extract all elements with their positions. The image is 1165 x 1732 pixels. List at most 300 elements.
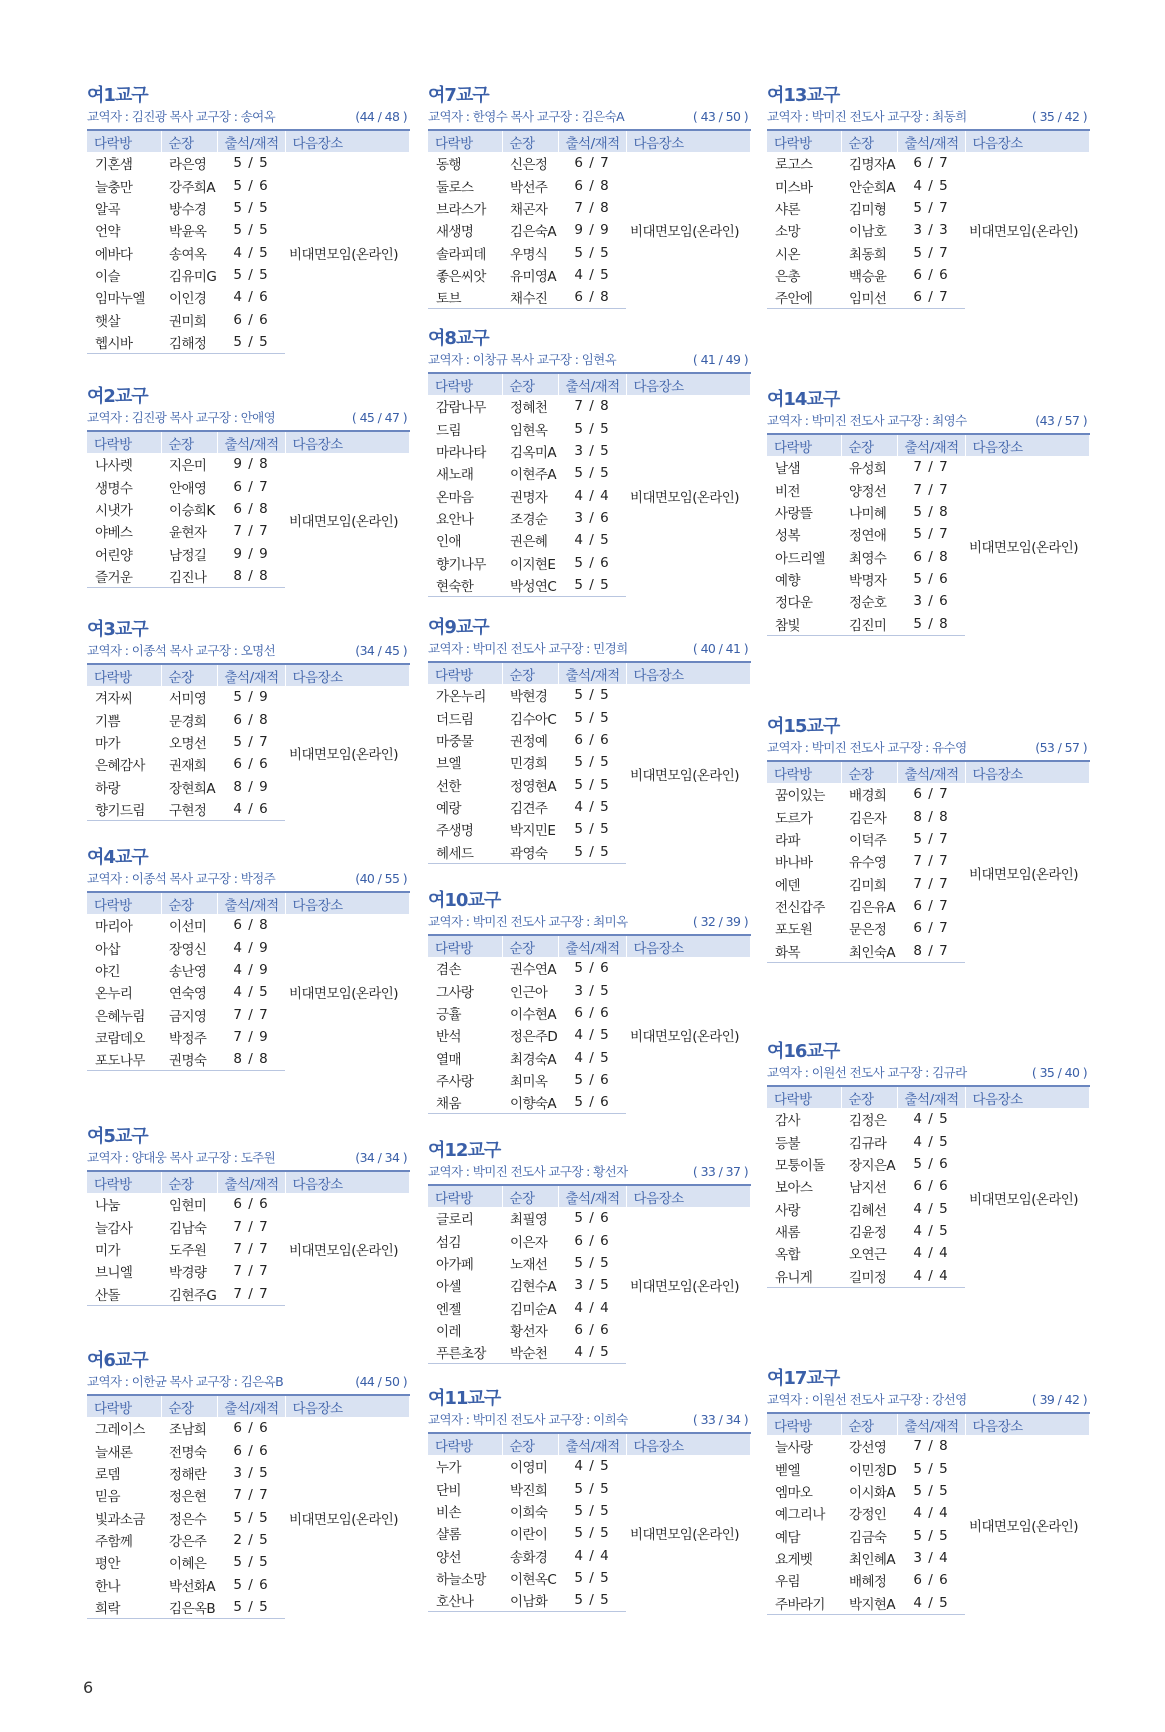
district-count: (40 / 55 ) (355, 871, 407, 886)
district-meta (428, 1163, 750, 1181)
leader-name: 김정은 (849, 1113, 887, 1130)
attendance: 5 / 5 (233, 155, 269, 172)
attendance: 8 / 9 (233, 778, 269, 795)
district-staff: 교역자 : 양대웅 목사 교구장 : 도주원 (87, 1150, 276, 1165)
district-staff: 교역자 : 박미진 전도사 교구장 : 이희숙 (428, 1412, 628, 1427)
attendance: 5 / 5 (574, 821, 610, 838)
district-count: (43 / 57 ) (1035, 413, 1087, 428)
attendance-table (428, 661, 751, 864)
attendance-table (87, 129, 410, 354)
column-header: 출석/재적 (897, 434, 965, 456)
column-header: 순장 (841, 1413, 897, 1435)
attendance: 6 / 6 (233, 1442, 269, 1459)
group-name: 기혼샘 (95, 157, 133, 174)
attendance: 6 / 8 (913, 548, 949, 565)
attendance: 7 / 7 (233, 1240, 269, 1257)
leader-name: 김규라 (849, 1135, 887, 1152)
leader-name: 김혜선 (849, 1202, 887, 1219)
leader-name: 이향숙A (502, 1091, 558, 1114)
group-name: 등불 (775, 1135, 800, 1152)
district-count: ( 43 / 50 ) (692, 109, 748, 124)
leader-name: 이민정D (849, 1462, 897, 1479)
district-meta (428, 913, 750, 931)
attendance: 2 / 5 (233, 1531, 269, 1548)
district-count: ( 33 / 37 ) (692, 1164, 748, 1179)
column-header: 다음장소 (285, 1171, 409, 1193)
attendance: 3 / 6 (574, 509, 610, 526)
group-name: 섬김 (436, 1234, 461, 1251)
attendance: 5 / 5 (233, 199, 269, 216)
leader-name: 박순천 (502, 1341, 558, 1364)
leader-name: 송화경 (510, 1549, 548, 1566)
column-header: 다음장소 (626, 1185, 750, 1207)
attendance: 5 / 5 (233, 266, 269, 283)
attendance: 4 / 5 (233, 244, 269, 261)
column-header: 출석/재적 (217, 1395, 285, 1417)
attendance: 5 / 5 (574, 1502, 610, 1519)
attendance: 4 / 5 (574, 266, 610, 283)
column-header: 순장 (161, 664, 217, 686)
district-title: 여4교구 (87, 847, 148, 868)
leader-name: 나미혜 (849, 505, 887, 522)
column-header: 출석/재적 (558, 935, 626, 957)
column-header: 순장 (841, 1086, 897, 1108)
table-header-row (767, 434, 1089, 456)
table-header-row (767, 761, 1089, 783)
attendance: 5 / 9 (233, 689, 269, 706)
group-name: 엔젤 (436, 1301, 461, 1318)
attendance: 5 / 6 (233, 1576, 269, 1593)
district-block (87, 84, 409, 354)
district-meta (767, 108, 1089, 126)
group-name: 야베스 (95, 525, 133, 542)
leader-name: 이현주A (510, 467, 556, 484)
leader-name: 김현수A (510, 1279, 556, 1296)
group-name: 산돌 (87, 1282, 161, 1305)
group-name: 아셀 (436, 1279, 461, 1296)
attendance: 5 / 5 (574, 754, 610, 771)
column-header: 순장 (502, 130, 558, 152)
column-header: 순장 (161, 431, 217, 453)
group-name: 브엘 (436, 756, 461, 773)
group-name: 미스바 (775, 179, 813, 196)
column-header: 다락방 (87, 664, 161, 686)
group-name: 모퉁이돌 (775, 1157, 825, 1174)
attendance: 4 / 5 (558, 1341, 626, 1364)
leader-name: 정연애 (849, 528, 887, 545)
group-name: 아드리엘 (775, 550, 825, 567)
group-name: 현숙한 (428, 574, 502, 597)
district-staff: 교역자 : 이종석 목사 교구장 : 박정주 (87, 871, 276, 886)
leader-name: 이선미 (169, 919, 207, 936)
group-name: 시냇가 (95, 502, 133, 519)
district-block (767, 1040, 1089, 1288)
leader-name: 채수진 (502, 286, 558, 309)
group-name: 벧엘 (775, 1462, 800, 1479)
leader-name: 유성희 (849, 461, 887, 478)
group-name: 기쁨 (95, 713, 120, 730)
table-row (428, 1207, 750, 1229)
leader-name: 우명식 (510, 246, 548, 263)
leader-name: 김옥미A (510, 444, 556, 461)
district-title: 여2교구 (87, 386, 148, 407)
attendance: 6 / 6 (233, 1420, 269, 1437)
table-row (428, 684, 750, 706)
table-header-row (428, 662, 750, 684)
column-header: 다음장소 (626, 662, 750, 684)
district-staff: 교역자 : 김진광 목사 교구장 : 송여옥 (87, 109, 276, 124)
group-name: 헵시바 (87, 331, 161, 354)
column-header: 순장 (161, 130, 217, 152)
district-staff: 교역자 : 이원선 전도사 교구장 : 김규라 (767, 1065, 967, 1080)
leader-name: 배경희 (849, 788, 887, 805)
leader-name: 이란이 (510, 1527, 548, 1544)
table-header-row (428, 130, 750, 152)
column-header: 다음장소 (965, 1086, 1089, 1108)
column-header: 다락방 (428, 662, 502, 684)
district-meta (87, 1373, 409, 1391)
table-row (87, 1193, 409, 1215)
leader-name: 박진희 (510, 1482, 548, 1499)
leader-name: 배혜정 (849, 1574, 887, 1591)
next-location: 비대면모임(온라인) (630, 767, 739, 784)
district-meta (767, 412, 1089, 430)
attendance: 6 / 6 (913, 1178, 949, 1195)
column-header: 다음장소 (965, 1413, 1089, 1435)
group-name: 늘새론 (95, 1444, 133, 1461)
attendance: 5 / 5 (913, 1527, 949, 1544)
group-name: 솔라피데 (436, 246, 486, 263)
attendance: 3 / 3 (913, 222, 949, 239)
group-name: 그레이스 (95, 1422, 145, 1439)
district-block (87, 385, 409, 588)
attendance: 6 / 8 (558, 286, 626, 309)
group-name: 좋은씨앗 (436, 268, 486, 285)
attendance: 5 / 5 (233, 1554, 269, 1571)
leader-name: 권미희 (169, 313, 207, 330)
attendance: 5 / 5 (574, 244, 610, 261)
column-header: 다음장소 (285, 130, 409, 152)
district-title: 여16교구 (767, 1041, 840, 1062)
district-count: (34 / 45 ) (355, 643, 407, 658)
district-staff: 교역자 : 박미진 전도사 교구장 : 황선자 (428, 1164, 628, 1179)
attendance: 5 / 6 (558, 1091, 626, 1114)
leader-name: 권재희 (169, 758, 207, 775)
attendance: 5 / 5 (913, 1482, 949, 1499)
district-staff: 교역자 : 이창규 목사 교구장 : 임현옥 (428, 352, 617, 367)
page-number: 6 (83, 1678, 94, 1697)
group-name: 토브 (428, 286, 502, 309)
district-meta (87, 870, 409, 888)
group-name: 헤세드 (428, 840, 502, 863)
leader-name: 문은정 (849, 922, 887, 939)
attendance: 5 / 5 (574, 687, 610, 704)
leader-name: 김은유A (849, 899, 895, 916)
attendance: 6 / 6 (233, 311, 269, 328)
district-staff: 교역자 : 박미진 전도사 교구장 : 최영수 (767, 413, 967, 428)
next-location: 비대면모임(온라인) (289, 246, 398, 263)
attendance: 5 / 5 (558, 840, 626, 863)
leader-name: 김진나 (161, 565, 217, 588)
next-location: 비대면모임(온라인) (630, 1029, 739, 1046)
leader-name: 문경희 (169, 713, 207, 730)
district-meta (767, 739, 1089, 757)
district-staff: 교역자 : 박미진 전도사 교구장 : 민경희 (428, 641, 628, 656)
group-name: 온마음 (436, 489, 474, 506)
attendance-table (428, 1184, 751, 1364)
column-header: 순장 (502, 373, 558, 395)
group-name: 그사랑 (436, 984, 474, 1001)
leader-name: 안애영 (169, 480, 207, 497)
attendance-table (428, 129, 751, 309)
district-count: (44 / 50 ) (355, 1374, 407, 1389)
column-header: 순장 (841, 761, 897, 783)
district-staff: 교역자 : 이종석 목사 교구장 : 오명선 (87, 643, 276, 658)
district-meta (87, 642, 409, 660)
attendance: 5 / 8 (913, 503, 949, 520)
table-header-row (767, 1086, 1089, 1108)
column-header: 다음장소 (626, 373, 750, 395)
group-name: 겨자씨 (95, 691, 133, 708)
leader-name: 강정인 (849, 1507, 887, 1524)
group-name: 유니게 (767, 1264, 841, 1287)
column-header: 다락방 (87, 1395, 161, 1417)
table-header-row (87, 892, 409, 914)
column-header: 출석/재적 (558, 1433, 626, 1455)
leader-name: 곽영숙 (502, 840, 558, 863)
district-block (428, 84, 750, 309)
next-location: 비대면모임(온라인) (289, 1243, 398, 1260)
district-meta (428, 640, 750, 658)
table-row (767, 1108, 1089, 1130)
next-location: 비대면모임(온라인) (969, 1191, 1078, 1208)
table-header-row (428, 1185, 750, 1207)
attendance: 5 / 6 (574, 554, 610, 571)
group-name: 언약 (95, 224, 120, 241)
leader-name: 김해정 (161, 331, 217, 354)
group-name: 새노래 (436, 467, 474, 484)
leader-name: 남정길 (169, 547, 207, 564)
leader-name: 김견주 (510, 800, 548, 817)
table-header-row (87, 664, 409, 686)
group-name: 비전 (775, 483, 800, 500)
leader-name: 오연근 (849, 1247, 887, 1264)
group-name: 단비 (436, 1482, 461, 1499)
district-block (87, 618, 409, 821)
leader-name: 박현경 (510, 689, 548, 706)
column-header: 다락방 (428, 130, 502, 152)
column-header: 다락방 (767, 434, 841, 456)
group-name: 도르가 (775, 810, 813, 827)
group-name: 은혜누림 (95, 1008, 145, 1025)
attendance: 6 / 7 (233, 478, 269, 495)
attendance: 4 / 4 (913, 1245, 949, 1262)
leader-name: 신은정 (510, 157, 548, 174)
attendance-table (87, 1394, 410, 1619)
group-name: 날샘 (775, 461, 800, 478)
attendance: 5 / 5 (558, 574, 626, 597)
table-row (428, 1455, 750, 1477)
district-title: 여7교구 (428, 85, 489, 106)
group-name: 더드림 (436, 711, 474, 728)
group-name: 비손 (436, 1504, 461, 1521)
leader-name: 이현옥C (510, 1571, 557, 1588)
group-name: 글로리 (436, 1212, 474, 1229)
table-header-row (87, 1395, 409, 1417)
group-name: 동행 (436, 157, 461, 174)
group-name: 푸른초장 (428, 1341, 502, 1364)
column-header: 출석/재적 (217, 892, 285, 914)
leader-name: 김현주G (161, 1282, 217, 1305)
group-name: 즐거운 (87, 565, 161, 588)
leader-name: 최영수 (849, 550, 887, 567)
attendance: 6 / 6 (574, 1232, 610, 1249)
group-name: 온누리 (95, 986, 133, 1003)
leader-name: 인근아 (510, 984, 548, 1001)
leader-name: 이시화A (849, 1484, 895, 1501)
attendance: 6 / 8 (233, 500, 269, 517)
column-header: 다락방 (428, 373, 502, 395)
group-name: 마중물 (436, 733, 474, 750)
leader-name: 김금숙 (849, 1529, 887, 1546)
table-row (767, 783, 1089, 805)
table-row (428, 395, 750, 417)
district-title: 여8교구 (428, 328, 489, 349)
attendance: 5 / 5 (913, 1460, 949, 1477)
attendance: 5 / 6 (913, 1155, 949, 1172)
table-row (428, 152, 750, 174)
leader-name: 김은숙A (510, 224, 556, 241)
leader-name: 이남화 (502, 1589, 558, 1612)
attendance: 6 / 7 (913, 155, 949, 172)
leader-name: 김윤정 (849, 1224, 887, 1241)
next-location: 비대면모임(온라인) (289, 986, 398, 1003)
attendance: 4 / 5 (913, 1200, 949, 1217)
leader-name: 장지은A (849, 1157, 895, 1174)
district-title: 여9교구 (428, 617, 489, 638)
leader-name: 정순호 (849, 595, 887, 612)
attendance: 6 / 7 (913, 786, 949, 803)
column-header: 다락방 (87, 130, 161, 152)
table-header-row (87, 1171, 409, 1193)
leader-name: 민경희 (510, 756, 548, 773)
attendance: 5 / 5 (217, 1596, 285, 1619)
group-name: 성복 (775, 528, 800, 545)
group-name: 야긴 (95, 963, 120, 980)
attendance: 5 / 7 (913, 526, 949, 543)
attendance: 4 / 4 (897, 1264, 965, 1287)
attendance: 6 / 8 (233, 917, 269, 934)
attendance: 8 / 7 (897, 939, 965, 962)
table-row (87, 914, 409, 936)
district-meta (428, 108, 750, 126)
table-header-row (428, 1433, 750, 1455)
attendance: 6 / 6 (913, 266, 949, 283)
attendance: 5 / 6 (574, 1071, 610, 1088)
group-name: 가온누리 (436, 689, 486, 706)
column-header: 순장 (502, 935, 558, 957)
table-header-row (87, 431, 409, 453)
attendance: 4 / 5 (897, 1591, 965, 1614)
column-header: 다락방 (767, 1413, 841, 1435)
group-name: 채움 (428, 1091, 502, 1114)
attendance: 6 / 8 (574, 177, 610, 194)
group-name: 에바다 (95, 246, 133, 263)
column-header: 다음장소 (285, 892, 409, 914)
district-title: 여14교구 (767, 389, 840, 410)
leader-name: 장영신 (169, 941, 207, 958)
attendance-table (767, 1085, 1090, 1288)
district-title: 여6교구 (87, 1350, 148, 1371)
leader-name: 송난영 (169, 963, 207, 980)
group-name: 미가 (95, 1242, 120, 1259)
district-count: ( 45 / 47 ) (351, 410, 407, 425)
leader-name: 강주희A (169, 179, 215, 196)
leader-name: 김진미 (841, 612, 897, 635)
attendance: 4 / 5 (574, 1027, 610, 1044)
district-title: 여3교구 (87, 619, 148, 640)
leader-name: 연숙영 (169, 986, 207, 1003)
attendance: 5 / 5 (574, 420, 610, 437)
group-name: 선한 (436, 778, 461, 795)
group-name: 희락 (87, 1596, 161, 1619)
leader-name: 도주원 (169, 1242, 207, 1259)
leader-name: 서미영 (169, 691, 207, 708)
leader-name: 양정선 (849, 483, 887, 500)
attendance: 5 / 5 (558, 1589, 626, 1612)
attendance: 5 / 5 (574, 1525, 610, 1542)
leader-name: 권정예 (510, 733, 548, 750)
leader-name: 권수연A (510, 962, 556, 979)
leader-name: 김명자A (849, 157, 895, 174)
district-title: 여5교구 (87, 1126, 148, 1147)
group-name: 감람나무 (436, 400, 486, 417)
attendance: 5 / 5 (574, 465, 610, 482)
attendance: 4 / 5 (913, 177, 949, 194)
group-name: 로고스 (775, 157, 813, 174)
attendance-table (428, 372, 751, 597)
leader-name: 정은주D (510, 1029, 558, 1046)
district-block (767, 1367, 1089, 1615)
district-block (87, 1125, 409, 1306)
attendance-table (767, 433, 1090, 636)
attendance: 4 / 6 (217, 798, 285, 821)
attendance: 5 / 6 (574, 1210, 610, 1227)
group-name: 나눔 (95, 1198, 120, 1215)
district-meta (767, 1064, 1089, 1082)
district-count: ( 35 / 40 ) (1031, 1065, 1087, 1080)
attendance: 6 / 7 (897, 286, 965, 309)
leader-name: 강은주 (169, 1533, 207, 1550)
attendance: 4 / 4 (574, 1299, 610, 1316)
leader-name: 김미형 (849, 201, 887, 218)
district-block (428, 327, 750, 597)
leader-name: 김미순A (510, 1301, 556, 1318)
table-row (87, 152, 409, 174)
leader-name: 최인숙A (841, 939, 897, 962)
group-name: 주사랑 (436, 1073, 474, 1090)
attendance: 4 / 5 (913, 1111, 949, 1128)
next-location: 비대면모임(온라인) (630, 489, 739, 506)
leader-name: 권명숙 (161, 1048, 217, 1071)
district-count: (34 / 34 ) (355, 1150, 407, 1165)
table-row (767, 456, 1089, 478)
attendance: 4 / 5 (574, 532, 610, 549)
district-staff: 교역자 : 김진광 목사 교구장 : 안애영 (87, 410, 276, 425)
attendance: 5 / 7 (233, 733, 269, 750)
leader-name: 채곤자 (510, 201, 548, 218)
column-header: 출석/재적 (558, 373, 626, 395)
